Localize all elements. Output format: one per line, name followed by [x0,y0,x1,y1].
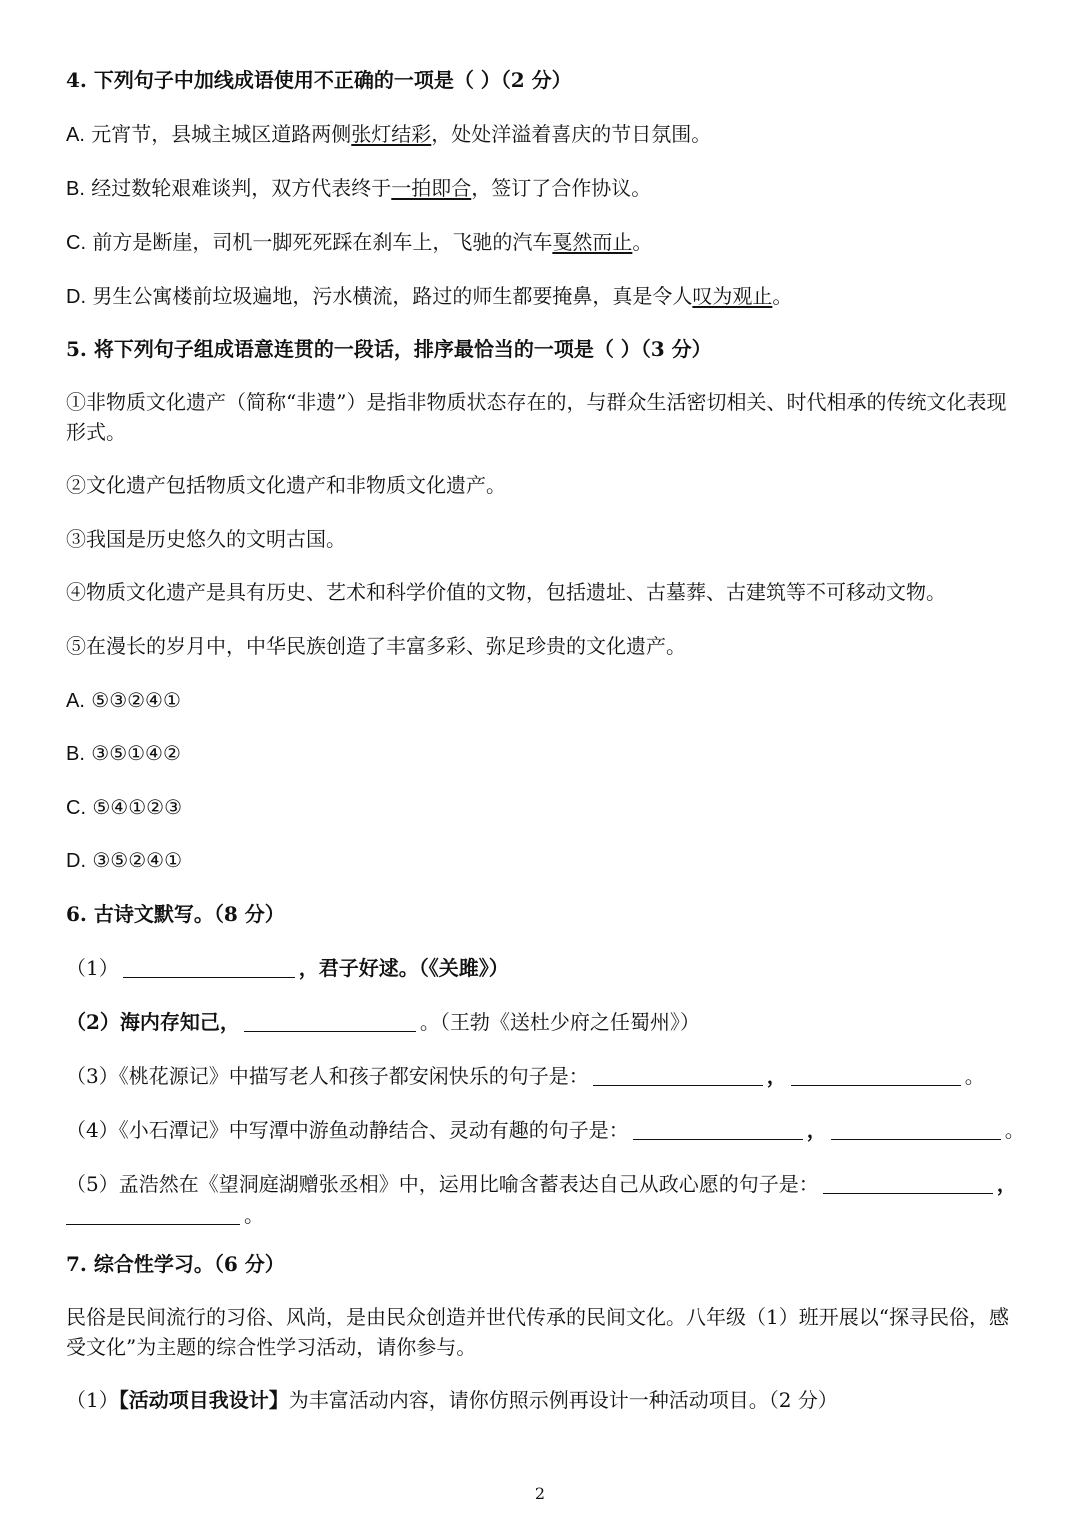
q6-item-3 [66,1063,985,1089]
q6-item-5-cont [66,1202,264,1228]
q7-intro: 民俗是民间流行的习俗、风尚，是由民众创造并世代传承的民间文化。八年级（1）班开展以“探寻民俗，感受文化”为主题的综合性学习活动，请你参与。 [66,1305,1009,1359]
q6-title: 6. 古诗文默写。（8 分） [66,902,285,926]
answer-blank[interactable] [831,1119,1001,1140]
option-label: C. [66,232,86,254]
q4-option-d [66,283,792,310]
q5-sentence-2: ②文化遗产包括物质文化遗产和非物质文化遗产。 [66,473,506,497]
page-number: 2 [534,1484,546,1503]
option-sequence: ③⑤①④② [91,741,181,765]
answer-blank[interactable] [791,1065,961,1086]
item-number: （2） [66,1010,120,1034]
item-text: 孟浩然在《望洞庭湖赠张丞相》中，运用比喻含蓄表达自己从政心愿的句子是： [118,1172,819,1196]
option-label: A. [66,124,85,146]
q5-option-c [66,794,182,821]
item-number: （5） [66,1172,119,1196]
item-number: （1） [66,956,119,980]
item-bracket-title: 【活动项目我设计】 [118,1388,289,1412]
period: 。 [244,1203,264,1227]
comma: ， [766,1064,787,1088]
underlined-idiom: 戛然而止 [552,230,633,254]
q5-option-a [66,687,181,714]
q5-sentence-4: ④物质文化遗产是具有历史、艺术和科学价值的文物，包括遗址、古墓葬、古建筑等不可移动文物。 [66,580,946,604]
option-sequence: ③⑤②④① [92,848,183,872]
item-number: （4） [66,1118,119,1142]
q4-title: 4. 下列句子中加线成语使用不正确的一项是（ ）（2 分） [66,68,572,92]
option-text-pre: 前方是断崖，司机一脚死死踩在刹车上，飞驰的汽车 [92,230,553,254]
option-text-post: 。 [772,284,793,308]
answer-blank[interactable] [123,957,295,978]
period: 。 [1004,1118,1025,1142]
item-text: 《桃花源记》中描写老人和孩子都安闲快乐的句子是： [118,1064,589,1088]
q7-title: 7. 综合性学习。（6 分） [66,1252,285,1276]
q5-sentence-5: ⑤在漫长的岁月中，中华民族创造了丰富多彩、弥足珍贵的文化遗产。 [66,634,686,658]
item-text: 《小石潭记》中写潭中游鱼动静结合、灵动有趣的句子是： [118,1118,629,1142]
q6-item-1 [66,955,509,981]
q5-option-d [66,847,182,874]
option-label: C. [66,797,86,819]
answer-blank[interactable] [244,1011,416,1032]
q5-option-b [66,740,181,767]
q6-item-2 [66,1009,700,1035]
q7-item-1 [66,1387,838,1413]
item-number: （3） [66,1064,119,1088]
option-text-pre: 男生公寓楼前垃圾遍地，污水横流，路过的师生都要掩鼻，真是令人 [92,284,693,308]
option-text-post: ，处处洋溢着喜庆的节日氛围。 [431,122,712,146]
q5-title: 5. 将下列句子组成语意连贯的一段话，排序最恰当的一项是（ ）（3 分） [66,337,712,361]
underlined-idiom: 张灯结彩 [351,122,432,146]
comma: ， [806,1118,827,1142]
q4-option-c [66,229,652,256]
option-sequence: ⑤③②④① [91,688,181,712]
q5-sentence-3: ③我国是历史悠久的文明古国。 [66,527,346,551]
option-text-pre: 经过数轮艰难谈判，双方代表终于 [91,176,392,200]
underlined-idiom: 一拍即合 [391,176,472,200]
q6-item-5 [66,1171,1017,1197]
item-text: ，君子好逑。（《关雎》） [298,956,509,980]
item-tail: 。（王勃《送杜少府之任蜀州》） [419,1010,700,1034]
option-label: A. [66,690,85,712]
q4-option-a [66,121,711,148]
answer-blank[interactable] [593,1065,763,1086]
answer-blank[interactable] [823,1173,993,1194]
item-text: 海内存知己， [119,1010,240,1034]
option-label: B. [66,178,85,200]
option-text-pre: 元宵节，县城主城区道路两侧 [91,122,352,146]
option-label: D. [66,286,86,308]
q4-option-b [66,175,651,202]
answer-blank[interactable] [633,1119,803,1140]
option-text-post: ，签订了合作协议。 [471,176,652,200]
item-number: （1） [66,1388,119,1412]
comma: ， [996,1172,1017,1196]
item-text: 为丰富活动内容，请你仿照示例再设计一种活动项目。（2 分） [288,1388,838,1412]
answer-blank[interactable] [66,1204,240,1225]
option-label: B. [66,743,85,765]
underlined-idiom: 叹为观止 [692,284,773,308]
q5-sentence-1: ①非物质文化遗产（简称“非遗”）是指非物质状态存在的，与群众生活密切相关、时代相承的传统文化表现形式。 [66,390,1007,444]
option-label: D. [66,850,86,872]
option-sequence: ⑤④①②③ [92,795,183,819]
option-text-post: 。 [632,230,653,254]
period: 。 [964,1064,985,1088]
q6-item-4 [66,1117,1025,1143]
